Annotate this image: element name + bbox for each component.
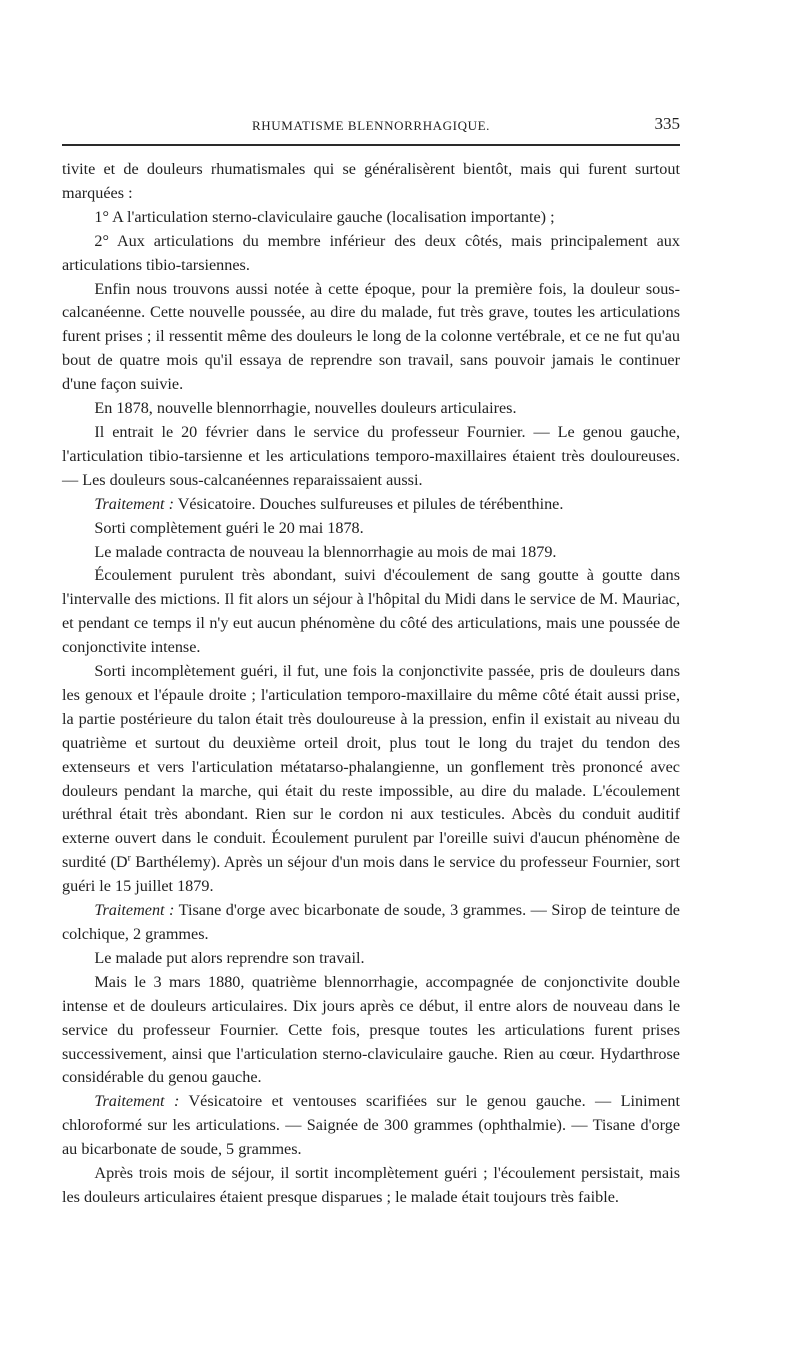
treatment-label: Traitement : [94,1092,180,1111]
running-title: RHUMATISME BLENNORRHAGIQUE. [252,118,490,133]
paragraph: En 1878, nouvelle blennorrhagie, nouvelles douleurs articulaires. [94,399,517,418]
paragraph: Le malade put alors reprendre son travail. [94,948,365,967]
treatment-text: Vésicatoire. Douches sulfureuses et pilules de térébenthine. [173,494,564,513]
paragraph: 2° Aux articulations du membre inférieur des deux côtés, mais principalement aux articulations tibio-tarsiennes. [62,231,680,274]
paragraph [62,493,680,517]
paragraph: Écoulement purulent très abondant, suivi d'écoulement de sang goutte à goutte dans l'intervalle des mictions. Il fit alors un séjour à l'hôpital du Midi dans le service de M. Mauriac, et pendant ce temps il n'y eut aucun phénomène du côté des articulations, mais une poussée de conjonctivite intense. [62,566,680,657]
treatment-label: Traitement : [94,494,174,513]
body-text [62,158,680,1210]
paragraph-part: Sorti incomplètement guéri, il fut, une fois la conjonctivite passée, pris de douleurs dans les genoux et l'épaule droite ; l'articulation temporo-maxillaire du même côté était aussi prise, la partie postérieure du talon était très douloureuse à la pression, enfin il existait au niveau du quatrième et surtout du deuxième orteil droit, plus tout le long du trajet du tendon des extenseurs et vers l'articulation métatarso-phalangienne, un gonflement très prononcé avec douleurs pendant la marche, qui était du reste impossible, au dire du malade. L'écoulement uréthral était très abondant. Rien sur le cordon ni aux testicules. Abcès du conduit auditif externe ouvert dans le conduit. Écoulement purulent par l'oreille suivi d'aucun phénomène de surdité (D [62,662,680,872]
superscript: r [127,852,131,864]
running-head [62,112,680,138]
paragraph: Il entrait le 20 février dans le service du professeur Fournier. — Le genou gauche, l'articulation tibio-tarsienne et les articulations temporo-maxillaires étaient très douloureuses. — Les douleurs sous-calcanéennes reparaissaient aussi. [62,422,680,489]
page-number: 335 [654,114,680,133]
paragraph-part: Barthélemy). Après un séjour d'un mois dans le service du professeur Fournier, sort guéri le 15 juillet 1879. [62,853,681,896]
header-rule [62,144,680,146]
paragraph: tivite et de douleurs rhumatismales qui se généralisèrent bientôt, mais qui furent surtout marquées : [62,160,680,202]
paragraph [62,1090,680,1162]
paragraph: Mais le 3 mars 1880, quatrième blennorrhagie, accompagnée de conjonctivite double intense et de douleurs articulaires. Dix jours après ce début, il entre alors de nouveau dans le service du professeur Fournier. Cette fois, presque toutes les articulations furent prises successivement, ainsi que l'articulation sterno-claviculaire gauche. Rien au cœur. Hydarthrose considérable du genou gauche. [62,972,680,1087]
paragraph: Le malade contracta de nouveau la blennorrhagie au mois de mai 1879. [94,542,557,561]
paragraph [62,899,680,947]
treatment-text: Vésicatoire et ventouses scarifiées sur le genou gauche. — Liniment chloroformé sur les articulations. — Saignée de 300 grammes (ophthalmie). — Tisane d'orge au bicarbonate de soude, 5 grammes. [62,1092,680,1159]
paragraph: Sorti complètement guéri le 20 mai 1878. [94,518,364,537]
page [62,112,680,1210]
paragraph: 1° A l'articulation sterno-claviculaire gauche (localisation importante) ; [94,207,555,226]
paragraph [62,660,680,899]
treatment-label: Traitement : [94,901,175,920]
paragraph: Enfin nous trouvons aussi notée à cette époque, pour la première fois, la douleur sous-calcanéenne. Cette nouvelle poussée, au dire du malade, fut très grave, toutes les articulations furent prises ; il ressentit même des douleurs le long de la colonne vertébrale, et ce ne fut qu'au bout de quatre mois qu'il essaya de reprendre son travail, sans pouvoir jamais le continuer d'une façon suivie. [62,279,680,394]
treatment-text: Tisane d'orge avec bicarbonate de soude, 3 grammes. — Sirop de teinture de colchique, 2 grammes. [62,901,680,943]
paragraph: Après trois mois de séjour, il sortit incomplètement guéri ; l'écoulement persistait, mais les douleurs articulaires étaient presque disparues ; le malade était toujours très faible. [62,1164,680,1206]
